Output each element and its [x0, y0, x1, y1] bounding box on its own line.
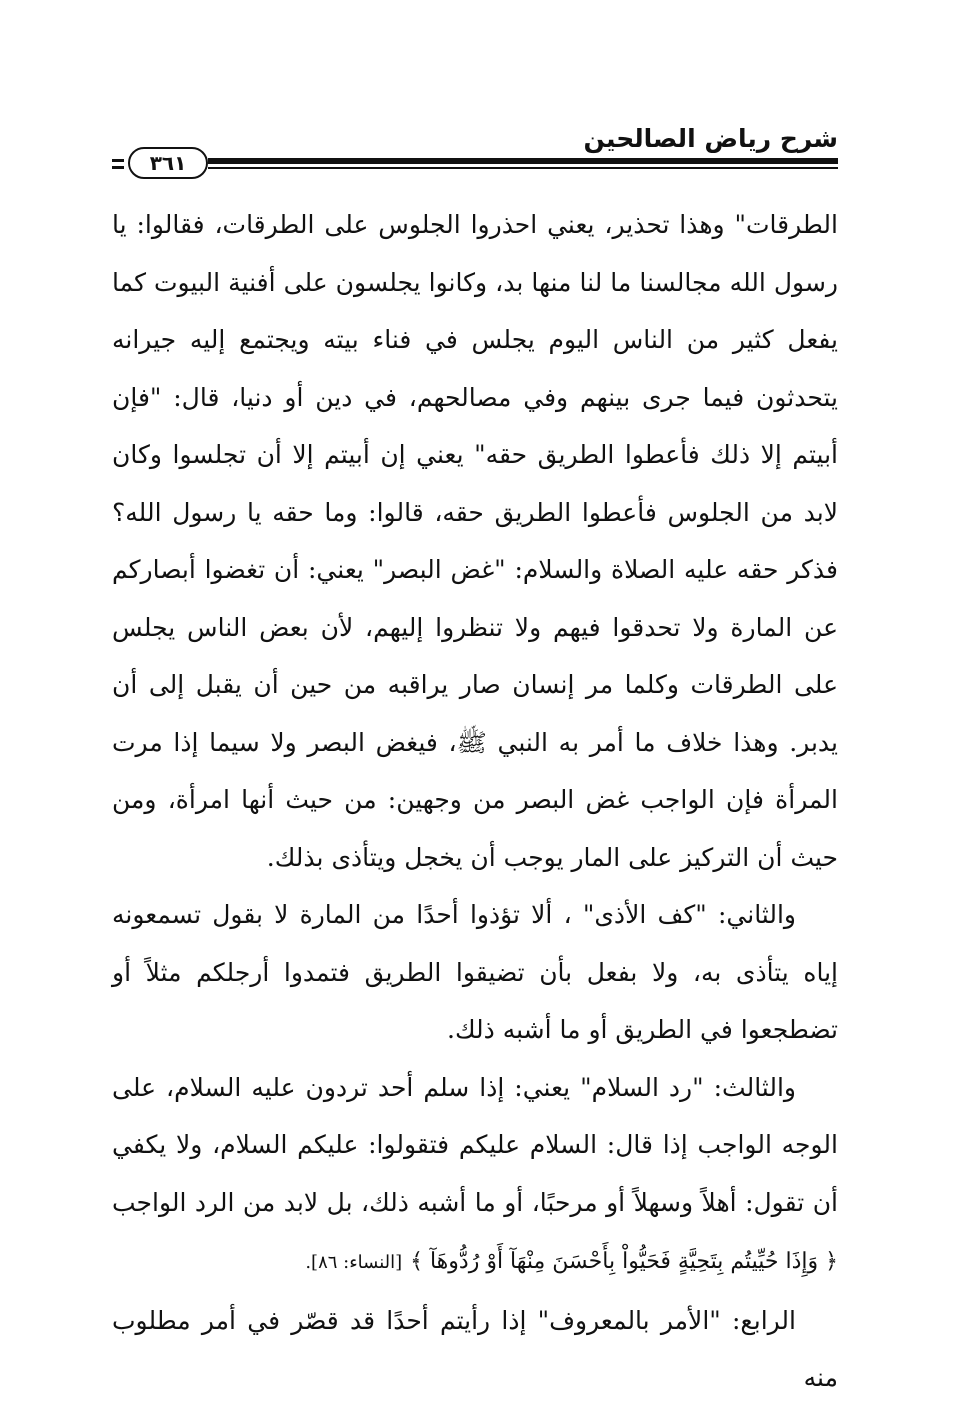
book-title: شرح رياض الصالحين — [583, 124, 838, 153]
paragraph-4: الرابع: "الأمر بالمعروف" إذا رأيتم أحدًا قد قصّر في أمر مطلوب منه — [112, 1305, 838, 1392]
page-number: ٣٦١ — [149, 151, 187, 175]
header-rule-end-top — [112, 159, 124, 162]
header-rule-thick — [208, 158, 838, 164]
page-body — [112, 196, 838, 1407]
paragraph-3-text: والثالث: "رد السلام" يعني: إذا سلم أحد تردون عليه السلام، على الوجه الواجب إذا قال: السلام عليكم فتقولوا: عليكم السلام، ولا يكفي أن تقول: أهلاً وسهلاً أو مرحبًا، أو ما أشبه ذلك، بل لابد من الرد الواجب — [112, 1072, 838, 1217]
header-rule-thin — [208, 167, 838, 169]
quran-reference: [النساء: ٨٦]. — [305, 1252, 403, 1273]
quran-verse: ﴿ وَإِذَا حُيِّيتُم بِتَحِيَّةٍ فَحَيُّواْ بِأَحْسَنَ مِنْهَآ أَوْ رُدُّوهَآ ﴾ — [410, 1249, 838, 1274]
header-rule-end-bottom — [112, 166, 124, 169]
paragraph-2: والثاني: "كف الأذى" ، ألا تؤذوا أحدًا من المارة لا بقول تسمعونه إياه يتأذى به، ولا بفعل بأن تضيقوا الطريق فتمدوا أرجلكم مثلاً أو تضطجعوا في الطريق أو ما أشبه ذلك. — [112, 900, 838, 1044]
page-number-badge — [128, 147, 208, 179]
paragraph-1: الطرقات" وهذا تحذير، يعني احذروا الجلوس على الطرقات، فقالوا: يا رسول الله مجالسنا ما لنا منها بد، وكانوا يجلسون على أفنية البيوت كما يفعل كثير من الناس اليوم يجلس في فناء بيته ويجتمع إليه جيرانه يتحدثون فيما جرى بينهم وفي مصالحهم، في دين أو دنيا، قال: "فإن أبيتم إلا ذلك فأعطوا الطريق حقه" يعني إن أبيتم إلا أن تجلسوا وكان لابد من الجلوس فأعطوا الطريق حقه، قالوا: وما حقه يا رسول الله؟ فذكر حقه عليه الصلاة والسلام: "غض البصر" يعني: أن تغضوا أبصاركم عن المارة ولا تحدقوا فيهم ولا تنظروا إليهم، لأن بعض الناس يجلس على الطرقات وكلما مر إنسان صار يراقبه من حين أن يقبل إلى أن يدبر. وهذا خلاف ما أمر به النبي ﷺ، فيغض البصر ولا سيما إذا مرت المرأة فإن الواجب غض البصر من وجهين: من حيث أنها امرأة، ومن حيث أن التركيز على المار يوجب أن يخجل ويتأذى بذلك. — [112, 210, 838, 872]
paragraph-3 — [112, 1059, 838, 1292]
page-header — [112, 110, 838, 190]
